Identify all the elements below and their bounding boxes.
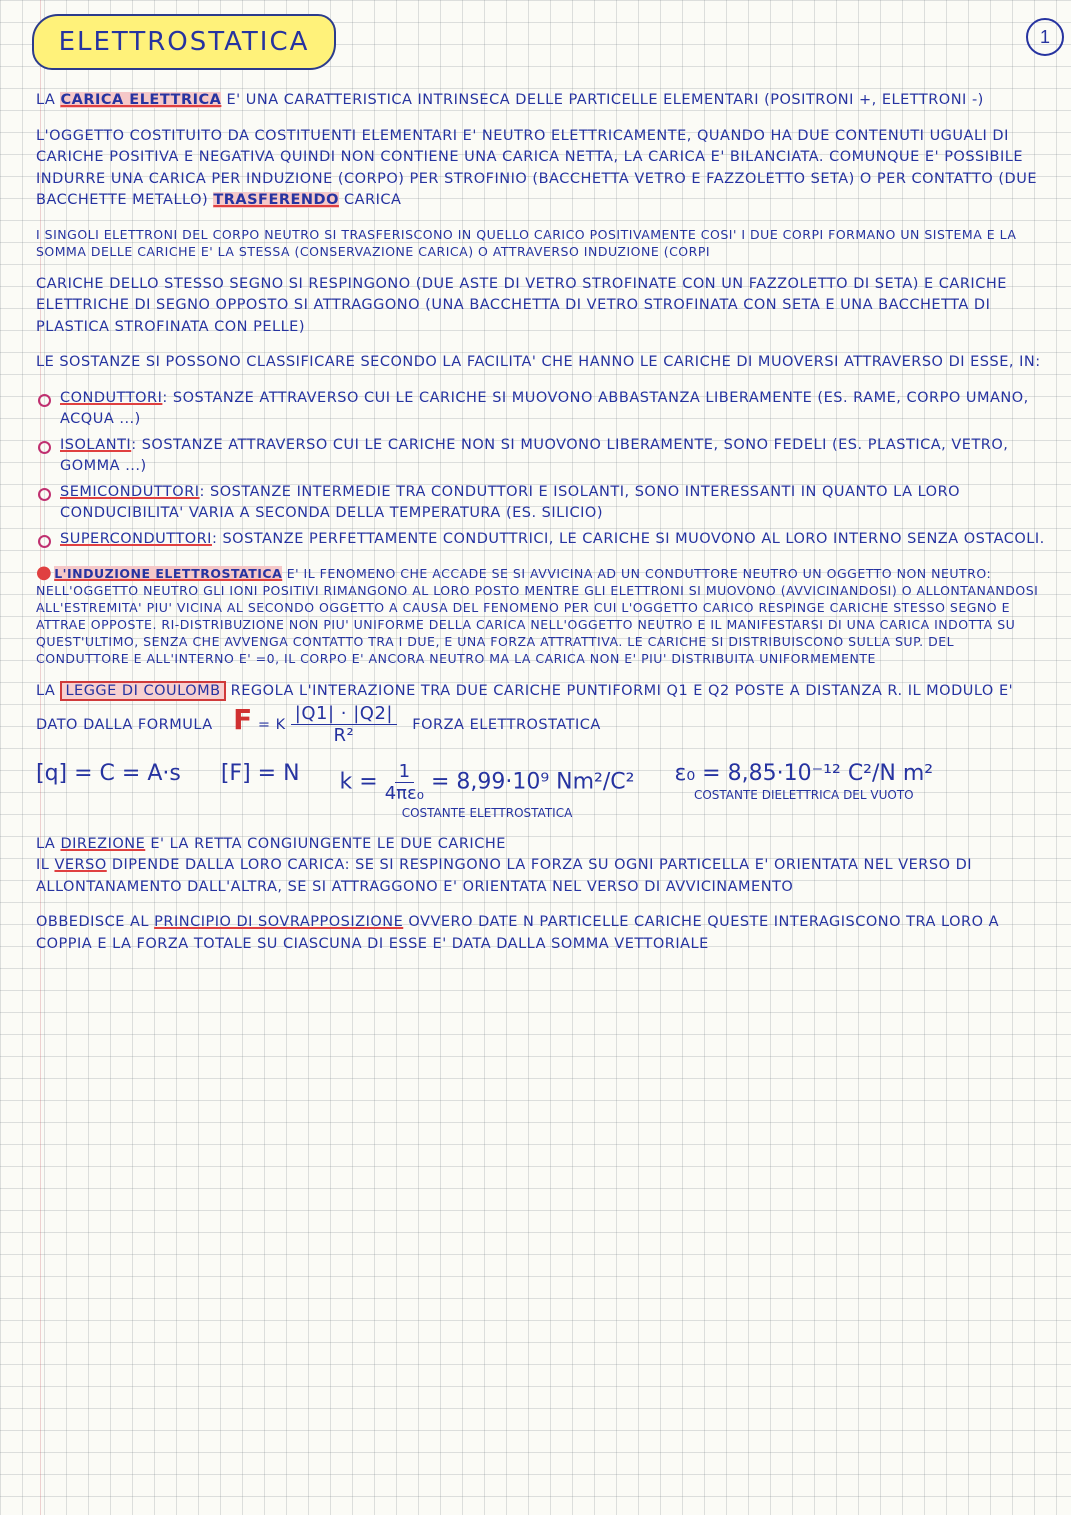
- paragraph-classificazione: [36, 352, 1046, 374]
- unit-charge: [q] = C = A·s: [36, 760, 181, 786]
- term-verso: VERSO: [54, 857, 107, 873]
- bullet-icon: [38, 394, 51, 407]
- k-right: = 8,99·10⁹ Nm²/C²: [423, 769, 635, 794]
- materials-2-text: : SOSTANZE INTERMEDIE TRA CONDUTTORI E ISOLANTI, SONO INTERESSANTI IN QUANTO LA LORO CONDUCIBILITA' VARIA A SECONDA DELLA TEMPERATURA (ES. SILICIO): [60, 483, 961, 521]
- list-item: [36, 435, 1046, 478]
- page-title: ELETTROSTATICA: [58, 27, 310, 57]
- bullet-icon: [38, 535, 51, 548]
- term-semiconduttori: SEMICONDUTTORI: [60, 483, 200, 500]
- p7-text: REGOLA L'INTERAZIONE TRA DUE CARICHE PUNTIFORMI Q1 E Q2 POSTE A DISTANZA R. IL MODULO E' DATO DALLA FORMULA: [36, 683, 1014, 733]
- paragraph-conservazione: [36, 226, 1046, 260]
- p7-pre: LA: [36, 683, 61, 699]
- k-fraction: [385, 761, 424, 804]
- p10-text-b: OVVERO DATE N PARTICELLE CARICHE QUESTE INTERAGISCONO TRA LORO A COPPIA E LA FORZA TOTALE SU CIASCUNA DI ESSE E' DATA DALLA SOMMA VETTORIALE: [36, 914, 1000, 952]
- p1-text: E' UNA CARATTERISTICA INTRINSECA DELLE PARTICELLE ELEMENTARI (POSITRONI +, ELETTRONI -): [221, 92, 984, 108]
- formula-numerator: |Q1| · |Q2|: [291, 703, 397, 726]
- term-isolanti: ISOLANTI: [60, 436, 132, 453]
- epsilon-caption: COSTANTE DIELETTRICA DEL VUOTO: [693, 787, 914, 802]
- p4-text: CARICHE DELLO STESSO SEGNO SI RESPINGONO (DUE ASTE DI VETRO STROFINATE CON UN FAZZOLETTO DI SETA) E CARICHE ELETTRICHE DI SEGNO OPPOSTO SI ATTRAGGONO (UNA BACCHETTA DI VETRO STROFINATA CON SETA E UNA BACCHETTA DI PLASTICA STROFINATA CON PELLE): [36, 275, 1007, 335]
- paragraph-direzione: [36, 834, 1046, 899]
- term-carica-elettrica: CARICA ELETTRICA: [60, 92, 222, 108]
- p9-text: DIPENDE DALLA LORO CARICA: SE SI RESPINGONO LA FORZA SU OGNI PARTICELLA E' ORIENTATA NEL VERSO DI ALLONTANAMENTO DALL'ALTRA, SE SI ATTRAGGONO E' ORIENTATA NEL VERSO DI AVVICINAMENTO: [36, 857, 973, 895]
- bullet-icon: [38, 488, 51, 501]
- k-denominator: 4πε₀: [384, 782, 424, 804]
- units-row: [36, 761, 1046, 820]
- paragraph-sovrapposizione: [36, 912, 1046, 955]
- materials-0-text: : SOSTANZE ATTRAVERSO CUI LE CARICHE SI MUOVONO ABBASTANZA LIBERAMENTE (ES. RAME, CORPO UMANO, ACQUA ...): [60, 389, 1029, 427]
- page-number: 1: [1026, 18, 1064, 56]
- p10-text-a: OBBEDISCE AL: [36, 914, 155, 930]
- red-dot-icon: ●: [36, 562, 53, 583]
- unit-force: [F] = N: [220, 760, 300, 786]
- materials-list: [36, 388, 1046, 551]
- materials-1-text: : SOSTANZE ATTRAVERSO CUI LE CARICHE NON SI MUOVONO LIBERAMENTE, SONO FEDELI (ES. PLASTICA, VETRO, GOMMA ...): [60, 436, 1009, 474]
- p1-pre: LA: [36, 92, 61, 108]
- paragraph-induzione: [36, 564, 1046, 667]
- epsilon-value: ε₀ = 8,85·10⁻¹² C²/N m²: [674, 760, 934, 786]
- bullet-icon: [38, 441, 51, 454]
- p2-text-a: L'OGGETTO COSTITUITO DA COSTITUENTI ELEMENTARI E' NEUTRO ELETTRICAMENTE, QUANDO HA DUE CONTENUTI UGUALI DI CARICHE POSITIVA E NEGATIVA QUINDI NON CONTIENE UNA CARICA NETTA, LA CARICA E' BILANCIATA. COMUNQUE E' POSSIBILE INDURRE UNA CARICA PER INDUZIONE (CORPO) PER STROFINIO (BACCHETTA VETRO E FAZZOLETTO SETA) O PER CONTATTO (DUE BACCHETTE METALLO): [36, 127, 1037, 208]
- paragraph-carica: [36, 90, 1046, 112]
- p5-text: LE SOSTANZE SI POSSONO CLASSIFICARE SECONDO LA FACILITA' CHE HANNO LE CARICHE DI MUOVERSI ATTRAVERSO DI ESSE, IN:: [36, 354, 1041, 370]
- paragraph-segni: [36, 274, 1046, 339]
- coulomb-constant: [340, 761, 635, 820]
- notes-content: [36, 90, 1046, 969]
- epsilon-constant: [674, 761, 933, 802]
- formula-eq: = K: [257, 716, 286, 733]
- p6-text: E' IL FENOMENO CHE ACCADE SE SI AVVICINA AD UN CONDUTTORE NEUTRO UN OGGETTO NON NEUTRO: NELL'OGGETTO NEUTRO GLI IONI POSITIVI RIMANGONO AL LORO POSTO MENTRE GLI ELETTRONI SI MUOVONO (AVVICINANDOSI) O ALLONTANANDOSI ALL'ESTREMITA' PIU' VICINA AL SECONDO OGGETTO A CAUSA DEL FENOMENO PER CUI L'OGGETTO CARICO RESPINGE CARICHE STESSO SEGNO E ATTRAE OPPOSTE. RI-DISTRIBUZIONE NON PIU' UNIFORME DELLA CARICA NELL'OGGETTO NEUTRO E IL MANIFESTARSI DI UNA CARICA INDOTTA SU QUEST'ULTIMO, SENZA CHE AVVENGA CONTATTO TRA I DUE, E UNA FORZA ATTRATTIVA. LE CARICHE SI DISTRIBUISCONO SULLA SUP. DEL CONDUTTORE E ALL'INTERNO E' =0, IL CORPO E' ANCORA NEUTRO MA LA CARICA NON E' PIU' DISTRIBUITA UNIFORMEMENTE: [36, 566, 1039, 666]
- k-left: k =: [339, 769, 385, 794]
- p3-text: I SINGOLI ELETTRONI DEL CORPO NEUTRO SI TRASFERISCONO IN QUELLO CARICO POSITIVAMENTE COSI' I DUE CORPI FORMANO UN SISTEMA E LA SOMMA DELLE CARICHE E' LA STESSA (CONSERVAZIONE CARICA) O ATTRAVERSO INDUZIONE (CORPI: [36, 226, 1017, 259]
- title-highlight: [32, 14, 336, 70]
- materials-3-text: : SOSTANZE PERFETTAMENTE CONDUTTRICI, LE CARICHE SI MUOVONO AL LORO INTERNO SENZA OSTACOLI.: [211, 530, 1045, 547]
- formula-caption: FORZA ELETTROSTATICA: [412, 716, 601, 733]
- term-legge-coulomb: LEGGE DI COULOMB: [60, 681, 225, 701]
- paragraph-neutro: [36, 126, 1046, 212]
- paragraph-coulomb: [36, 681, 1046, 747]
- k-numerator: 1: [395, 761, 414, 783]
- list-item: [36, 482, 1046, 525]
- p8-text: E' LA RETTA CONGIUNGENTE LE DUE CARICHE: [145, 835, 506, 852]
- term-sovrapposizione: PRINCIPIO DI SOVRAPPOSIZIONE: [154, 914, 404, 930]
- list-item: [36, 388, 1046, 431]
- formula-fraction: [291, 703, 397, 747]
- p8-pre: LA: [36, 835, 61, 852]
- k-caption: COSTANTE ELETTROSTATICA: [401, 805, 573, 820]
- formula-denominator: R²: [333, 725, 355, 746]
- p9-pre: IL: [36, 857, 55, 873]
- list-item: [36, 529, 1046, 551]
- formula-force-symbol: F: [233, 702, 253, 736]
- p2-text-b: CARICA: [338, 192, 402, 208]
- term-superconduttori: SUPERCONDUTTORI: [60, 530, 212, 547]
- term-direzione: DIREZIONE: [60, 835, 146, 852]
- term-trasferendo: TRASFERENDO: [213, 192, 339, 208]
- term-induzione: L'INDUZIONE ELETTROSTATICA: [54, 566, 283, 581]
- term-conduttori: CONDUTTORI: [60, 389, 163, 406]
